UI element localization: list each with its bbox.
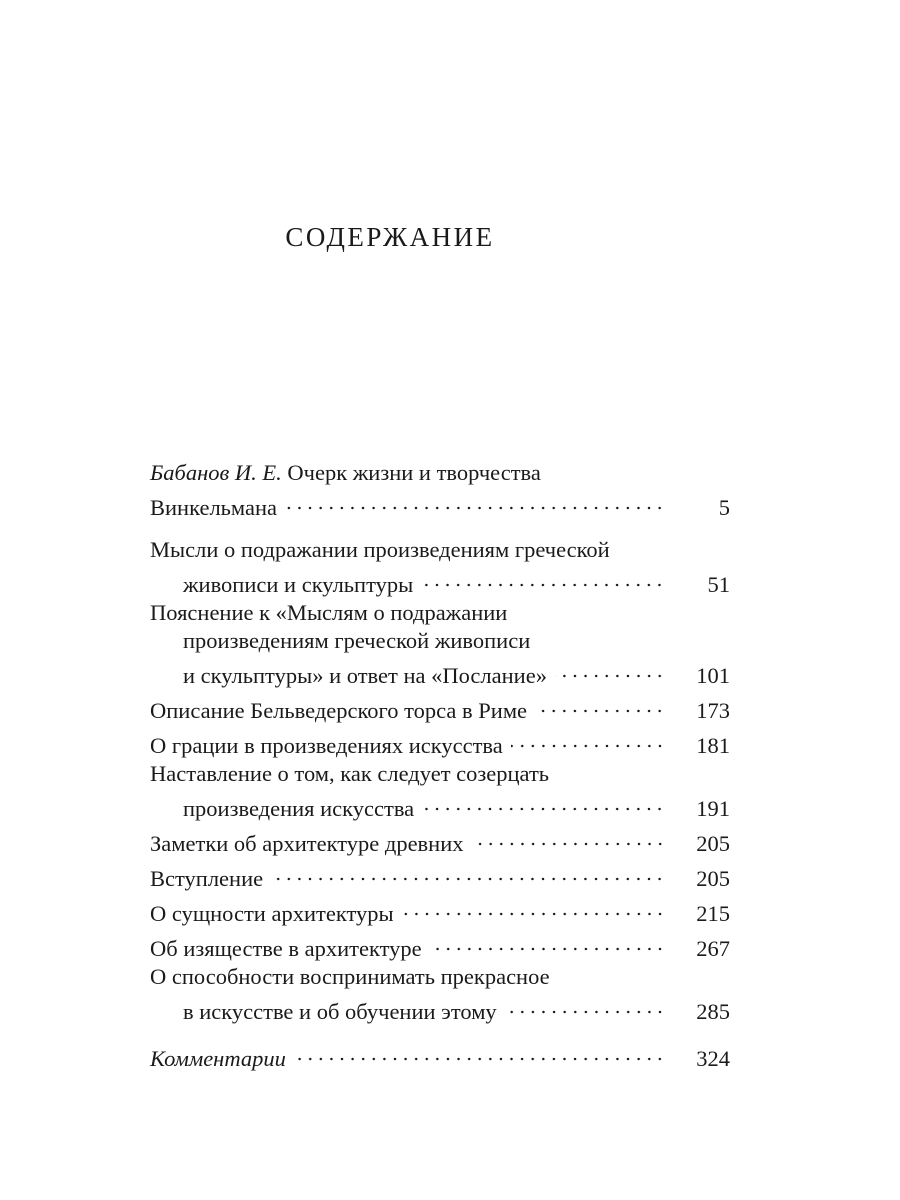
entry-author: Бабанов И. Е. — [150, 460, 282, 485]
toc-entry[interactable] — [150, 599, 730, 688]
entry-title: Очерк жизни и творчества — [281, 460, 541, 485]
entry-title: произведениям греческой живописи — [183, 628, 531, 653]
entry-title: живописи и скульптуры — [183, 572, 414, 597]
page-number: 324 — [696, 1046, 730, 1071]
entry-title: в искусстве и об обучении этому — [183, 999, 497, 1024]
toc-entry[interactable] — [150, 823, 730, 856]
entry-title: Пояснение к «Мыслям о подражании — [150, 600, 508, 625]
dot-leader — [430, 928, 665, 956]
toc-entry[interactable] — [150, 893, 730, 926]
dot-leader — [271, 858, 665, 886]
toc-entry[interactable] — [150, 459, 730, 520]
page-number: 205 — [696, 831, 730, 856]
entry-title: Винкельмана — [150, 495, 278, 520]
toc-entry[interactable] — [150, 725, 730, 758]
page-number: 285 — [696, 999, 730, 1024]
entry-title: Вступление — [150, 866, 264, 891]
dot-leader — [535, 690, 665, 718]
page-number: 205 — [696, 866, 730, 891]
entry-title: Наставление о том, как следует созерцать — [150, 761, 550, 786]
entry-title: Об изяществе в архитектуре — [150, 936, 422, 961]
page-number: 181 — [696, 733, 730, 758]
entry-title: О способности воспринимать прекрасное — [150, 964, 550, 989]
toc-entry[interactable] — [150, 536, 730, 597]
page-number: 101 — [696, 663, 730, 688]
entry-title: О сущности архитектуры — [150, 901, 394, 926]
page-number: 51 — [707, 572, 730, 597]
toc-entry[interactable] — [150, 760, 730, 821]
dot-leader — [285, 487, 665, 515]
dot-leader — [472, 823, 665, 851]
page-title: СОДЕРЖАНИЕ — [285, 222, 495, 252]
page-number: 5 — [718, 495, 730, 520]
toc-entry[interactable] — [150, 690, 730, 723]
entry-title: О грации в произведениях искусства — [150, 733, 503, 758]
dot-leader — [294, 1038, 665, 1066]
entry-title: Заметки об архитектуре древних — [150, 831, 464, 856]
page-number: 267 — [696, 936, 730, 961]
entry-title: Мысли о подражании произведениям греческой — [150, 537, 610, 562]
dot-leader — [402, 893, 665, 921]
dot-leader — [511, 725, 665, 753]
dot-leader — [505, 991, 665, 1019]
entry-title: Описание Бельведерского торса в Риме — [150, 698, 528, 723]
entry-title: произведения искусства — [183, 796, 415, 821]
toc-entry[interactable] — [150, 928, 730, 961]
dot-leader — [421, 564, 665, 592]
page-number: 191 — [696, 796, 730, 821]
toc-entry[interactable] — [150, 1038, 730, 1071]
toc-entry[interactable] — [150, 858, 730, 891]
toc-entry[interactable] — [150, 963, 730, 1024]
dot-leader — [555, 655, 665, 683]
entry-title: и скульптуры» и ответ на «Послание» — [183, 663, 547, 688]
page-number: 215 — [696, 901, 730, 926]
table-of-contents — [150, 459, 730, 1073]
dot-leader — [422, 788, 665, 816]
entry-title: Комментарии — [150, 1046, 286, 1071]
page-number: 173 — [696, 698, 730, 723]
